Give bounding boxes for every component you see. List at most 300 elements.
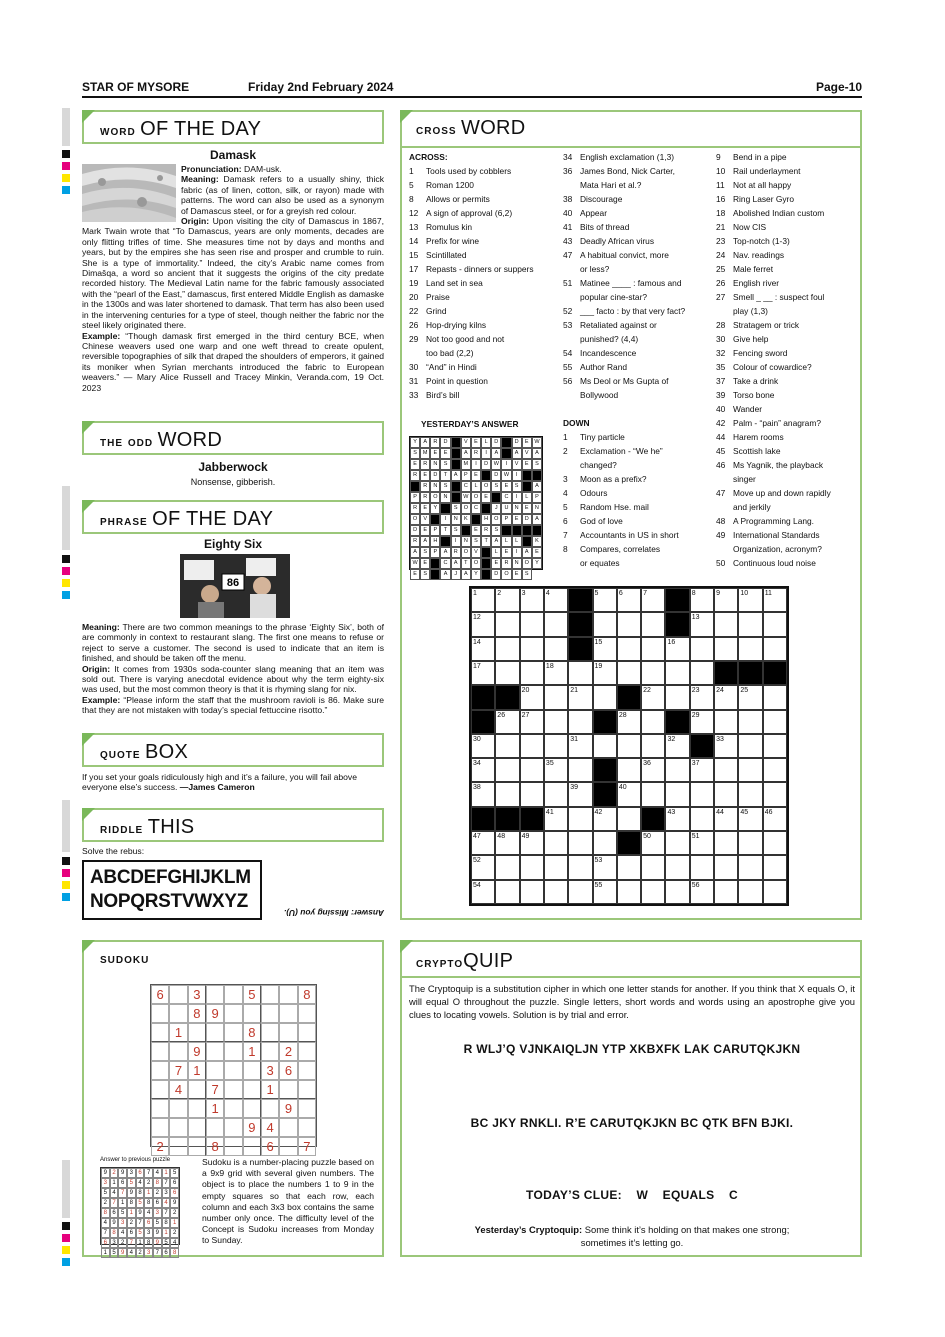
sudoku-cell[interactable]: 7	[206, 1080, 224, 1099]
black-square	[430, 558, 440, 569]
sudoku-cell[interactable]	[151, 1042, 169, 1061]
answer-cell: D	[440, 437, 450, 448]
prev-sudoku-cell: 9	[118, 1248, 127, 1258]
sudoku-cell[interactable]	[188, 1118, 206, 1137]
page-header	[82, 78, 862, 98]
prev-sudoku-cell: 7	[118, 1188, 127, 1198]
sudoku-cell[interactable]: 1	[261, 1080, 279, 1099]
phrase-title: Eighty Six	[203, 537, 262, 551]
sudoku-cell[interactable]	[298, 1099, 316, 1118]
crossword-cell	[641, 855, 665, 879]
prev-sudoku-cell: 7	[162, 1178, 171, 1188]
sudoku-cell[interactable]	[169, 985, 187, 1004]
sudoku-cell[interactable]	[151, 1080, 169, 1099]
sudoku-cell[interactable]: 9	[279, 1099, 297, 1118]
crossword-title-b: WORD	[461, 117, 526, 139]
crossword-cell	[641, 710, 665, 734]
sudoku-cell[interactable]	[243, 1080, 261, 1099]
black-square	[522, 525, 532, 536]
sudoku-cell[interactable]	[298, 1023, 316, 1042]
sudoku-cell[interactable]	[224, 1137, 242, 1156]
prev-sudoku-cell: 9	[101, 1168, 110, 1178]
answer-cell: I	[471, 459, 481, 470]
crossword-cell: 2	[495, 588, 519, 612]
sudoku-cell[interactable]: 6	[261, 1137, 279, 1156]
crossword-cell	[495, 880, 519, 904]
sudoku-cell[interactable]: 5	[243, 985, 261, 1004]
sudoku-cell[interactable]	[298, 1118, 316, 1137]
answer-cell: E	[501, 481, 511, 492]
clue: 17 Repasts - dinners or suppers	[409, 264, 534, 274]
sudoku-cell[interactable]	[188, 1080, 206, 1099]
clue: or less?	[580, 264, 610, 274]
crossword-cell	[763, 710, 787, 734]
crossword-cell: 25	[738, 685, 762, 709]
sudoku-cell[interactable]	[279, 1023, 297, 1042]
answer-cell: R	[481, 525, 491, 536]
clue: changed?	[580, 460, 617, 470]
answer-cell: A	[420, 536, 430, 547]
prev-sudoku-cell: 7	[153, 1248, 162, 1258]
answer-cell: S	[410, 448, 420, 459]
prev-sudoku-cell: 4	[170, 1238, 179, 1248]
black-square	[617, 685, 641, 709]
crossword-cell: 48	[495, 831, 519, 855]
prev-sudoku-cell: 3	[127, 1168, 136, 1178]
prev-sudoku-cell: 7	[101, 1228, 110, 1238]
rebus-line-2: NOPQRSTVWXYZ	[90, 891, 248, 912]
sudoku-cell[interactable]	[169, 1137, 187, 1156]
crossword-cell	[641, 637, 665, 661]
answer-cell: N	[461, 536, 471, 547]
crossword-cell	[520, 637, 544, 661]
answer-cell: R	[410, 470, 420, 481]
prev-sudoku-cell: 1	[101, 1248, 110, 1258]
clue: 22 Grind	[409, 306, 447, 316]
answer-cell: V	[471, 547, 481, 558]
prev-sudoku-cell: 3	[162, 1188, 171, 1198]
sudoku-cell[interactable]: 1	[206, 1099, 224, 1118]
sudoku-cell[interactable]	[224, 1023, 242, 1042]
answer-cell: E	[420, 525, 430, 536]
sudoku-cell[interactable]	[206, 1042, 224, 1061]
sudoku-cell[interactable]	[243, 1061, 261, 1080]
word-title: Damask	[209, 148, 257, 162]
sudoku-cell[interactable]	[279, 1080, 297, 1099]
sudoku-cell[interactable]	[151, 1023, 169, 1042]
prev-sudoku-cell: 9	[136, 1208, 145, 1218]
sudoku-cell[interactable]: 8	[298, 985, 316, 1004]
crossword-cell	[544, 855, 568, 879]
sudoku-title: sudoku	[100, 950, 150, 966]
prev-sudoku-cell: 7	[162, 1208, 171, 1218]
answer-cell: Y	[430, 503, 440, 514]
answer-cell: I	[481, 448, 491, 459]
answer-cell: L	[491, 547, 501, 558]
sudoku-cell[interactable]: 2	[279, 1042, 297, 1061]
black-square	[471, 807, 495, 831]
sudoku-cell[interactable]: 6	[279, 1061, 297, 1080]
prev-sudoku-cell: 2	[153, 1188, 162, 1198]
sudoku-cell[interactable]	[243, 1099, 261, 1118]
prev-sudoku-cell: 9	[110, 1218, 119, 1228]
sudoku-cell[interactable]	[298, 1042, 316, 1061]
answer-cell: D	[491, 470, 501, 481]
prev-sudoku-cell: 1	[162, 1168, 171, 1178]
black-square	[481, 547, 491, 558]
black-square	[440, 536, 450, 547]
clue: 26 English river	[716, 278, 780, 288]
crossword-cell	[738, 782, 762, 806]
crossword-cell	[617, 880, 641, 904]
crossword-cell	[520, 612, 544, 636]
prev-sudoku-cell: 9	[127, 1188, 136, 1198]
crossword-cell: 53	[593, 855, 617, 879]
clue: 1 Tools used by cobblers	[409, 166, 512, 176]
sudoku-cell[interactable]	[169, 1099, 187, 1118]
sudoku-cell[interactable]	[298, 1080, 316, 1099]
sudoku-cell[interactable]: 2	[151, 1137, 169, 1156]
answer-cell: W	[461, 492, 471, 503]
prev-sudoku-cell: 8	[153, 1178, 162, 1188]
answer-cell: J	[451, 569, 461, 580]
clue: 5 Random Hse. mail	[563, 502, 649, 512]
sudoku-cell[interactable]: 7	[169, 1061, 187, 1080]
answer-cell: N	[532, 503, 542, 514]
sudoku-cell[interactable]	[151, 1061, 169, 1080]
answer-cell: N	[512, 503, 522, 514]
crossword-cell: 44	[714, 807, 738, 831]
clue: Mata Hari et al.?	[580, 180, 642, 190]
crossword-cell	[617, 612, 641, 636]
clue: 47 Move up and down rapidly	[716, 488, 831, 498]
answer-cell: S	[440, 459, 450, 470]
prev-sudoku-cell: 6	[110, 1208, 119, 1218]
crossword-cell: 22	[641, 685, 665, 709]
crossword-cell	[568, 710, 592, 734]
margin-strip	[62, 800, 70, 852]
prev-sudoku-cell: 6	[127, 1228, 136, 1238]
answer-cell: A	[461, 448, 471, 459]
crossword-cell	[544, 831, 568, 855]
answer-cell: A	[532, 481, 542, 492]
sudoku-cell[interactable]: 1	[188, 1061, 206, 1080]
answer-cell: C	[440, 558, 450, 569]
prev-sudoku-cell: 1	[118, 1198, 127, 1208]
prev-sudoku-grid	[100, 1167, 180, 1256]
clue: 46 Ms Yagnik, the playback	[716, 460, 824, 470]
crossword-cell	[641, 612, 665, 636]
answer-cell: J	[491, 503, 501, 514]
clue: or equates	[580, 558, 620, 568]
sudoku-cell[interactable]: 1	[243, 1042, 261, 1061]
crossword-cell: 51	[690, 831, 714, 855]
answer-cell: V	[512, 459, 522, 470]
crossword-cell	[568, 758, 592, 782]
clue: 21 Now CIS	[716, 222, 767, 232]
sudoku-cell[interactable]	[188, 1099, 206, 1118]
black-square	[593, 758, 617, 782]
answer-cell: N	[512, 558, 522, 569]
sudoku-cell[interactable]	[261, 1099, 279, 1118]
answer-cell: M	[461, 459, 471, 470]
margin-strip	[62, 486, 70, 550]
crossword-cell: 12	[471, 612, 495, 636]
sudoku-cell[interactable]	[224, 1080, 242, 1099]
sign-text: 86	[226, 577, 240, 589]
prev-sudoku-cell: 4	[144, 1208, 153, 1218]
crossword-cell: 34	[471, 758, 495, 782]
answer-cell: R	[410, 536, 420, 547]
sudoku-cell[interactable]	[243, 1004, 261, 1023]
answer-cell: C	[471, 503, 481, 514]
crossword-cell: 49	[520, 831, 544, 855]
crossword-cell	[763, 637, 787, 661]
crossword-cell: 39	[568, 782, 592, 806]
sudoku-cell[interactable]: 9	[188, 1042, 206, 1061]
answer-cell: L	[512, 536, 522, 547]
crossword-cell: 33	[714, 734, 738, 758]
answer-cell: R	[471, 448, 481, 459]
sudoku-cell[interactable]	[224, 1061, 242, 1080]
answer-cell: W	[532, 437, 542, 448]
across-heading: ACROSS:	[409, 152, 448, 162]
clue: 3 Moon as a prefix?	[563, 474, 647, 484]
sudoku-cell[interactable]	[169, 1118, 187, 1137]
sudoku-cell[interactable]	[224, 985, 242, 1004]
sudoku-cell[interactable]: 8	[188, 1004, 206, 1023]
answer-cell: A	[522, 547, 532, 558]
crossword-cell	[690, 855, 714, 879]
sudoku-cell[interactable]	[298, 1004, 316, 1023]
sudoku-cell[interactable]	[261, 1023, 279, 1042]
sudoku-cell[interactable]	[188, 1137, 206, 1156]
crossword-cell	[520, 661, 544, 685]
answer-cell: E	[512, 514, 522, 525]
crossword-cell	[665, 831, 689, 855]
crossword-cell	[617, 807, 641, 831]
sudoku-cell[interactable]	[279, 1004, 297, 1023]
sudoku-cell[interactable]: 4	[169, 1080, 187, 1099]
sudoku-cell[interactable]: 3	[188, 985, 206, 1004]
prev-sudoku-cell: 2	[110, 1168, 119, 1178]
black-square	[512, 525, 522, 536]
prev-sudoku-cell: 1	[144, 1188, 153, 1198]
sudoku-cell[interactable]	[243, 1137, 261, 1156]
clue: 29 Not too good and not	[409, 334, 505, 344]
crossword-cell	[617, 758, 641, 782]
crossword-cell: 18	[544, 661, 568, 685]
prev-sudoku-cell: 7	[110, 1198, 119, 1208]
crossword-cell: 47	[471, 831, 495, 855]
prev-sudoku-cell: 2	[170, 1228, 179, 1238]
cryptoquip-title-a: crypto	[416, 954, 464, 970]
prev-sudoku-cell: 6	[170, 1188, 179, 1198]
sudoku-cell[interactable]	[151, 1118, 169, 1137]
crossword-cell: 38	[471, 782, 495, 806]
black-square	[763, 661, 787, 685]
crossword-cell	[763, 855, 787, 879]
crossword-cell: 27	[520, 710, 544, 734]
answer-cell: E	[481, 492, 491, 503]
sudoku-cell[interactable]	[206, 1118, 224, 1137]
crossword-cell: 50	[641, 831, 665, 855]
black-square	[522, 536, 532, 547]
sudoku-cell[interactable]	[224, 1004, 242, 1023]
crossword-cell	[593, 612, 617, 636]
sudoku-cell[interactable]: 8	[243, 1023, 261, 1042]
clue: 48 A Programming Lang.	[716, 516, 815, 526]
sudoku-cell[interactable]	[169, 1004, 187, 1023]
crossword-cell: 13	[690, 612, 714, 636]
answer-cell: S	[522, 569, 532, 580]
crossword-cell: 20	[520, 685, 544, 709]
black-square	[471, 514, 481, 525]
sudoku-cell[interactable]	[169, 1042, 187, 1061]
crossword-cell	[520, 880, 544, 904]
prev-sudoku-cell: 1	[162, 1228, 171, 1238]
prev-sudoku-cell: 1	[170, 1218, 179, 1228]
answer-cell: K	[461, 514, 471, 525]
prev-sudoku-cell: 2	[118, 1238, 127, 1248]
answer-cell: T	[440, 470, 450, 481]
answer-cell: H	[430, 536, 440, 547]
sudoku-cell[interactable]	[261, 985, 279, 1004]
clue: 49 International Standards	[716, 530, 820, 540]
word-of-day-heading: word OF THE DAY	[82, 110, 384, 144]
crossword-cell	[665, 661, 689, 685]
black-square	[665, 612, 689, 636]
prev-sudoku-cell: 4	[110, 1188, 119, 1198]
crossword-cell: 9	[714, 588, 738, 612]
answer-cell: O	[522, 558, 532, 569]
sudoku-cell[interactable]	[224, 1042, 242, 1061]
sudoku-cell[interactable]	[188, 1023, 206, 1042]
clue: 6 God of love	[563, 516, 623, 526]
answer-cell: T	[461, 558, 471, 569]
sudoku-cell[interactable]	[279, 1118, 297, 1137]
clue: play (1,3)	[733, 306, 768, 316]
answer-cell: D	[491, 569, 501, 580]
sudoku-cell[interactable]: 7	[298, 1137, 316, 1156]
crossword-cell: 41	[544, 807, 568, 831]
sudoku-cell[interactable]	[279, 1137, 297, 1156]
clue: Bollywood	[580, 390, 619, 400]
clue: 28 Stratagem or trick	[716, 320, 800, 330]
sudoku-cell[interactable]: 9	[243, 1118, 261, 1137]
sudoku-cell[interactable]	[206, 985, 224, 1004]
answer-cell: P	[410, 492, 420, 503]
answer-cell: A	[512, 448, 522, 459]
sudoku-cell[interactable]: 1	[169, 1023, 187, 1042]
sudoku-cell[interactable]	[261, 1042, 279, 1061]
sudoku-cell[interactable]	[151, 1004, 169, 1023]
sudoku-cell[interactable]	[151, 1099, 169, 1118]
clue: 8 Allows or permits	[409, 194, 490, 204]
sudoku-cell[interactable]: 3	[261, 1061, 279, 1080]
sudoku-cell[interactable]	[298, 1061, 316, 1080]
crossword-cell: 35	[544, 758, 568, 782]
black-square	[501, 448, 511, 459]
color-marks	[62, 857, 70, 905]
sudoku-cell[interactable]: 9	[206, 1004, 224, 1023]
crossword-title-a: cross	[416, 121, 457, 137]
crossword-cell	[520, 758, 544, 782]
prev-sudoku-cell: 1	[127, 1208, 136, 1218]
crossword-cell	[763, 880, 787, 904]
crossword-cell	[665, 782, 689, 806]
answer-cell: T	[440, 525, 450, 536]
answer-cell: R	[420, 492, 430, 503]
sudoku-cell[interactable]: 8	[206, 1137, 224, 1156]
answer-cell: E	[410, 569, 420, 580]
sudoku-cell[interactable]	[224, 1118, 242, 1137]
clue: 18 Abolished Indian custom	[716, 208, 825, 218]
prev-sudoku-cell: 5	[153, 1218, 162, 1228]
prev-sudoku-cell: 1	[110, 1178, 119, 1188]
word-body: Pronunciation: DAM-usk. Meaning: Damask refers to a usually shiny, thick fabric (as of linen, cotton, silk, or rayon) made with patterns. The word can also be used as a synonym of Damascus steel, or for a greyish red colour. Origin: Upon visiting the city of Damascus in 1867, Mark Twain wrote that “To Damascus, years are only moments, decades are only flitting trifles of time. She measures time not by days and months and years, but by the empires she has seen rise and prosper and crumble to ruin. She is a type of immortality.” Indeed, the city’s Arabic name comes from Dimašqa, a word so ancient that it suggests the origins of the city predate recorded history. The Medieval Latin name for the fabric famously associated with the “pearl of the East,” damascus, first entered Middle English as damaske in the 1300s and was later shortened to damask. That term has also been used in the intervening centuries for a type of steel, though neither the fabric nor the steel likely originated there. Example: “Though damask first emerged in the third century BCE, when Chinese weavers used one warp and one weft thread to create opulent, reversible topographies of silk that draped the shoulders of emperors, it gained its moniker when Syrian merchants introduced the fabric to European weavers.” — Mary Alice Russell and Tracey Minkin, Veranda.com, 19 Oct. 2023	[82, 164, 384, 393]
crossword-cell	[641, 661, 665, 685]
yesterday-heading: YESTERDAY’S ANSWER	[421, 419, 519, 429]
clue: 26 Hop-drying kilns	[409, 320, 487, 330]
answer-cell: A	[420, 437, 430, 448]
sudoku-cell[interactable]: 4	[261, 1118, 279, 1137]
sudoku-cell[interactable]: 6	[151, 985, 169, 1004]
todays-clue: TODAY’S CLUE: W EQUALS C	[526, 1188, 738, 1202]
sudoku-cell[interactable]	[206, 1023, 224, 1042]
clue: 10 Rail underlayment	[716, 166, 801, 176]
sudoku-cell[interactable]	[224, 1099, 242, 1118]
crossword-cell	[544, 880, 568, 904]
prev-sudoku-cell: 6	[170, 1178, 179, 1188]
sudoku-cell[interactable]	[206, 1061, 224, 1080]
black-square	[738, 661, 762, 685]
black-square	[641, 807, 665, 831]
prev-sudoku-cell: 3	[110, 1238, 119, 1248]
clue: 4 Odours	[563, 488, 608, 498]
sudoku-grid	[150, 984, 317, 1154]
answer-cell: N	[430, 481, 440, 492]
clue: 45 Scottish lake	[716, 446, 781, 456]
answer-cell: I	[501, 459, 511, 470]
answer-cell: S	[491, 481, 501, 492]
prev-sudoku-cell: 8	[110, 1228, 119, 1238]
prev-sudoku-cell: 1	[136, 1238, 145, 1248]
black-square	[430, 569, 440, 580]
answer-cell: L	[522, 492, 532, 503]
answer-cell: E	[471, 525, 481, 536]
crossword-cell	[495, 637, 519, 661]
crossword-cell	[568, 831, 592, 855]
crossword-cell	[568, 661, 592, 685]
crossword-cell	[641, 880, 665, 904]
answer-cell: V	[420, 514, 430, 525]
answer-cell: A	[532, 448, 542, 459]
crossword-cell	[617, 734, 641, 758]
prev-sudoku-cell: 3	[153, 1208, 162, 1218]
sudoku-cell[interactable]	[279, 985, 297, 1004]
answer-cell: P	[532, 492, 542, 503]
answer-cell: D	[410, 525, 420, 536]
prev-sudoku-cell: 3	[144, 1228, 153, 1238]
crossword-cell	[738, 855, 762, 879]
crossword-cell	[568, 807, 592, 831]
sudoku-cell[interactable]	[261, 1004, 279, 1023]
answer-cell: E	[522, 503, 532, 514]
prev-sudoku-cell: 5	[110, 1248, 119, 1258]
prev-sudoku-cell: 8	[136, 1188, 145, 1198]
cryptoquip-intro: The Cryptoquip is a substitution cipher in which one letter stands for another. If you think that X equals O, it will equal O throughout the puzzle. Single letters, short words and words using an apostrophe give you clues to locating vowels. Solution is by trial and error.	[409, 983, 855, 1020]
